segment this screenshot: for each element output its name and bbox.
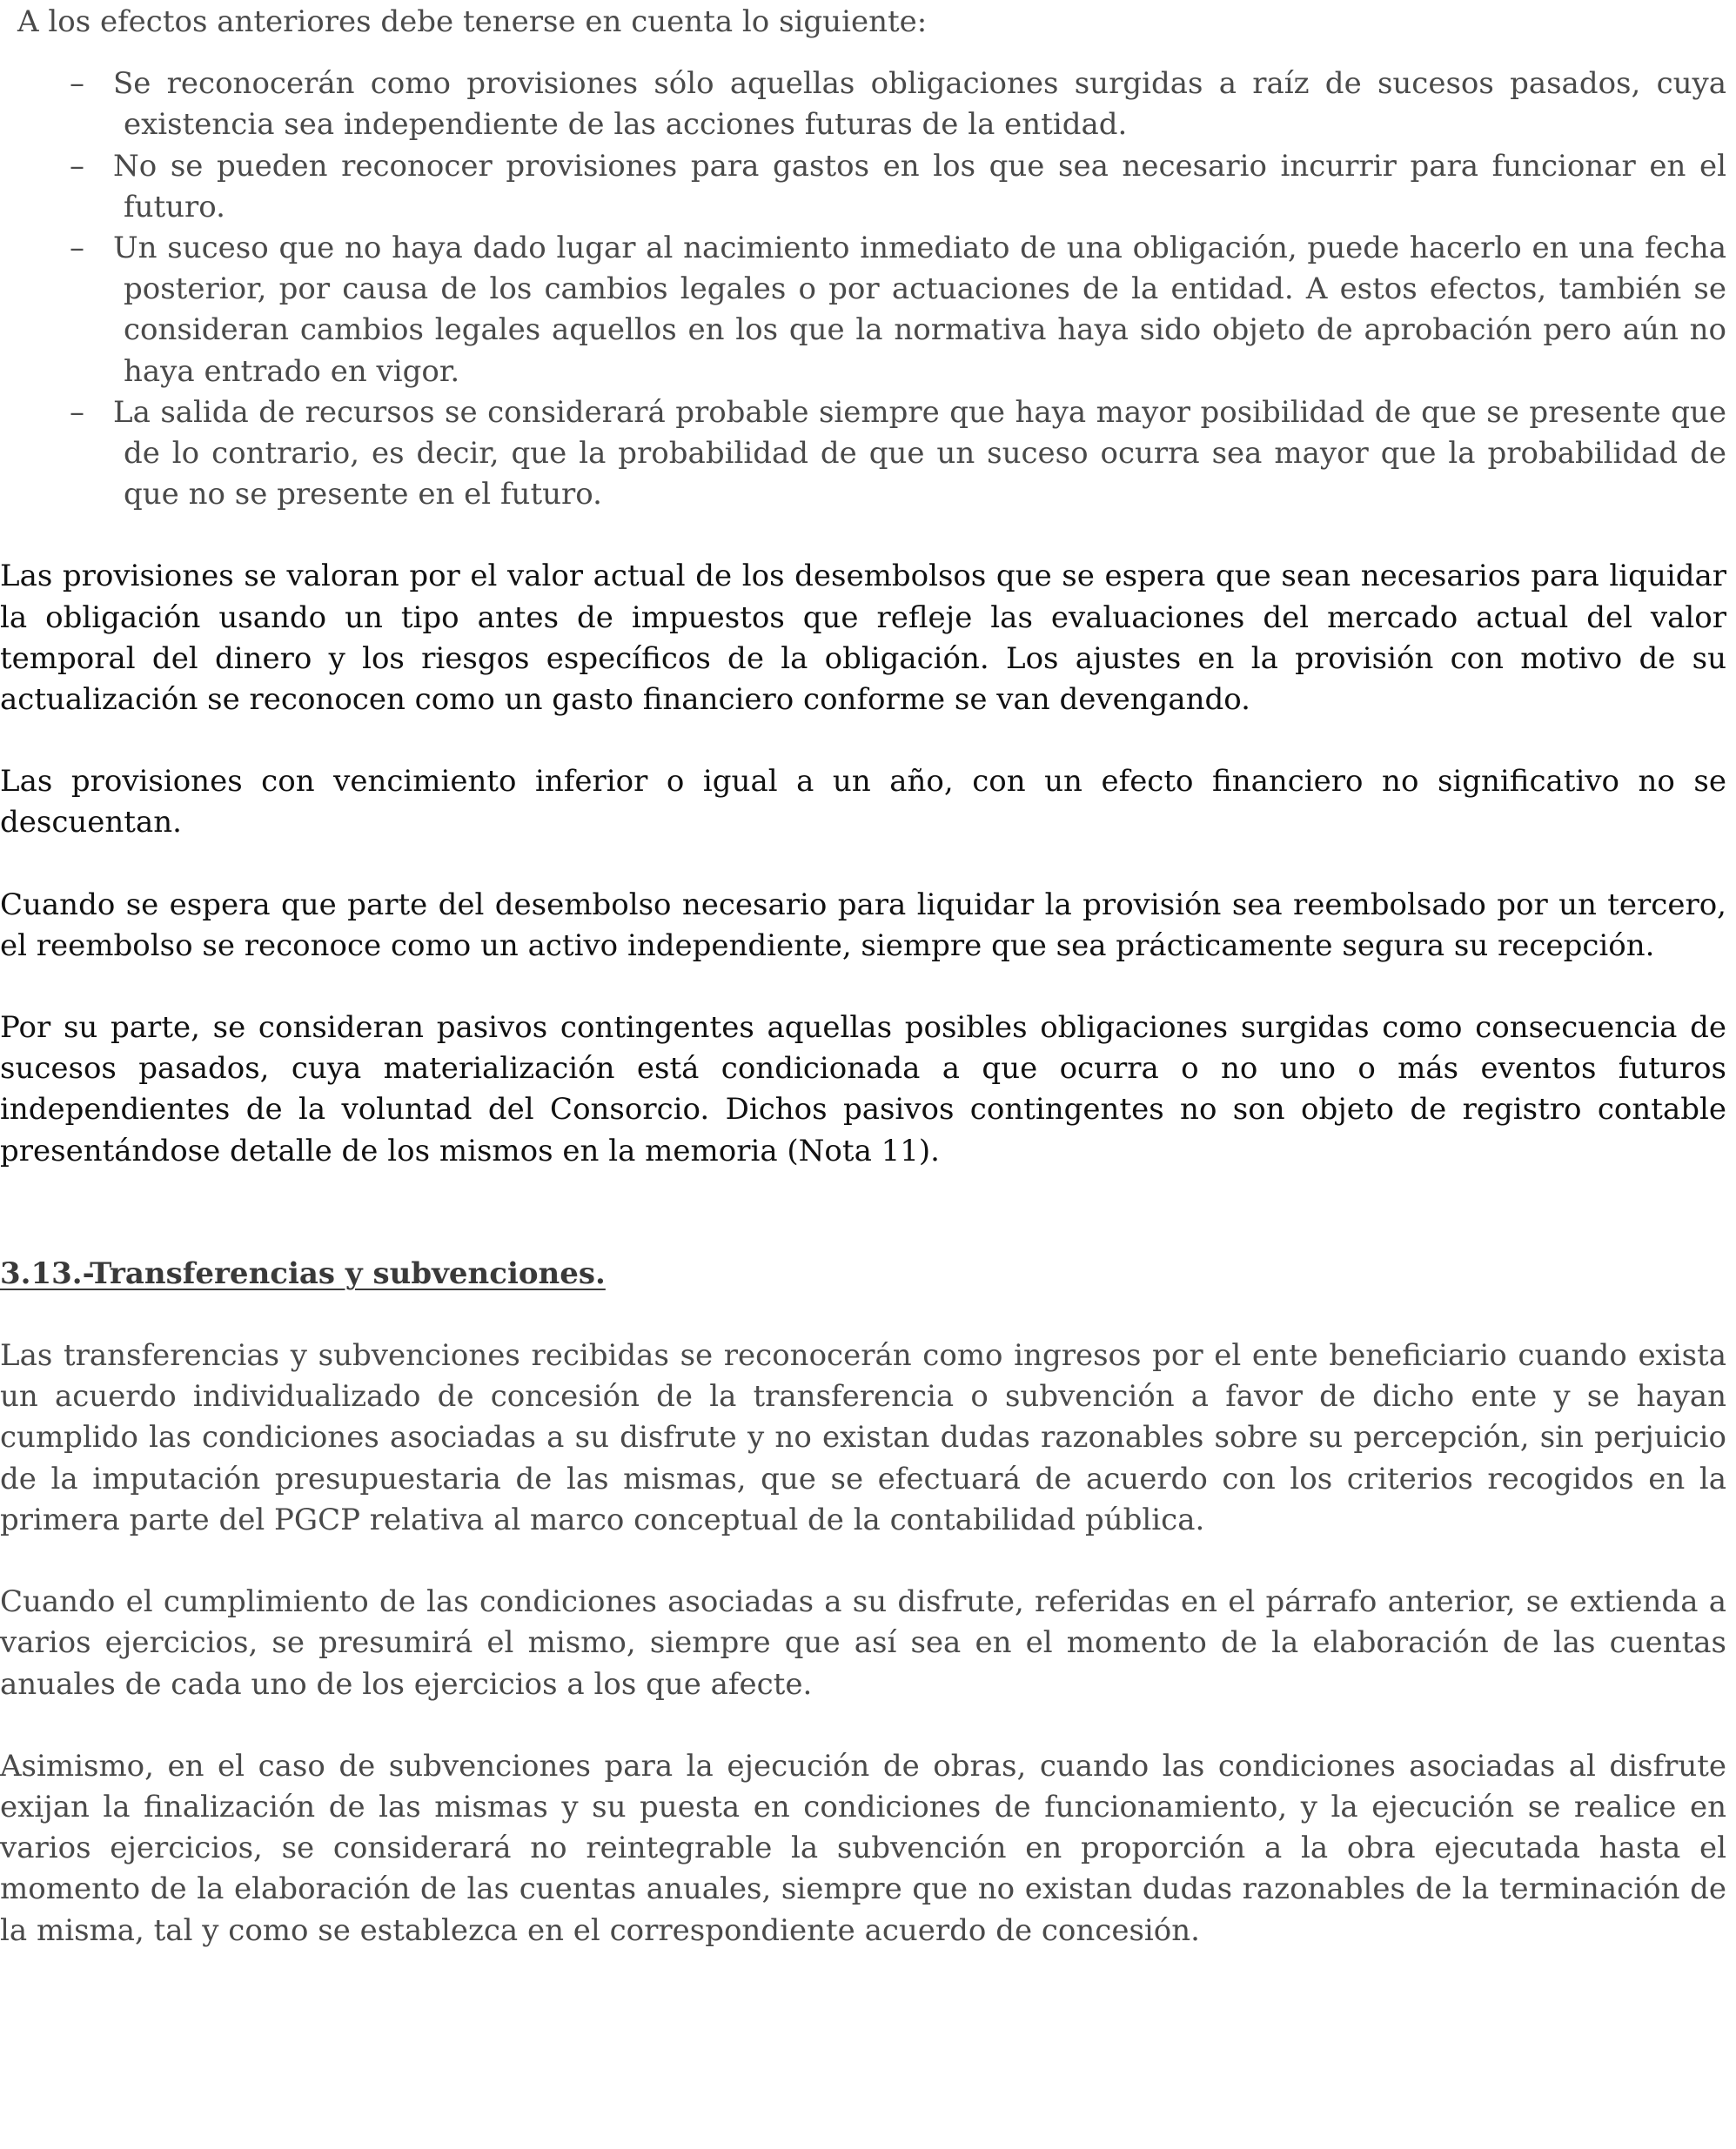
list-item: [0, 146, 1726, 228]
paragraph-works-subsidies: Asimismo, en el caso de subvenciones para la ejecución de obras, cuando las condiciones asociadas al disfrute exijan la finalización de las mismas y su puesta en condiciones de funcionamiento, y la ejecución se realice en varios ejercicios, se considerará no reintegrable la subvención en proporción a la obra ejecutada hasta el momento de la elaboración de las cuentas anuales, siempre que no existan dudas razonables de la terminación de la misma, tal y como se establezca en el correspondiente acuerdo de concesión.: [0, 1748, 1726, 1948]
paragraph-transfers: Las transferencias y subvenciones recibidas se reconocerán como ingresos por el ente beneficiario cuando exista un acuerdo individualizado de concesión de la transferencia o subvención a favor de dicho ente y se hayan cumplido las condiciones asociadas a su disfrute y no existan dudas razonables sobre su percepción, sin perjuicio de la imputación presupuestaria de las mismas, que se efectuará de acuerdo con los criterios recogidos en la primera parte del PGCP relativa al marco conceptual de la contabilidad pública.: [0, 1338, 1726, 1537]
paragraph-short-term: Las provisiones con vencimiento inferior o igual a un año, con un efecto financiero no significativo no se descuentan.: [0, 764, 1726, 840]
paragraph-multi-year: Cuando el cumplimiento de las condiciones asociadas a su disfrute, referidas en el párrafo anterior, se extienda a varios ejercicios, se presumirá el mismo, siempre que así sea en el momento de la elaboración de las cuentas anuales de cada uno de los ejercicios a los que afecte.: [0, 1584, 1726, 1702]
list-item-text: La salida de recursos se considerará probable siempre que haya mayor posibilidad de que se presente que de lo contrario, es decir, que la probabilidad de que un suceso ocurra sea mayor que la probabilidad de que no se presente en el futuro.: [113, 394, 1726, 512]
list-item: [0, 392, 1726, 516]
conditions-list: [0, 64, 1726, 515]
bullet-dash: –: [70, 231, 84, 266]
intro-text: A los efectos anteriores debe tenerse en cuenta lo siguiente:: [17, 4, 928, 39]
list-item: [0, 64, 1726, 145]
bullet-dash: –: [70, 66, 84, 102]
list-item-text: Un suceso que no haya dado lugar al nacimiento inmediato de una obligación, puede hacerlo en una fecha posterior, por causa de los cambios legales o por actuaciones de la entidad. A estos efectos, también se consideran cambios legales aquellos en los que la normativa haya sido objeto de aprobación pero aún no haya entrado en vigor.: [113, 231, 1726, 389]
list-item-text: No se pueden reconocer provisiones para gastos en los que sea necesario incurrir para funcionar en el futuro.: [113, 148, 1726, 224]
bullet-dash: –: [70, 148, 84, 184]
bullet-dash: –: [70, 394, 84, 430]
list-item-text: Se reconocerán como provisiones sólo aquellas obligaciones surgidas a raíz de sucesos pasados, cuya existencia sea independiente de las acciones futuras de la entidad.: [113, 66, 1726, 143]
section-heading: 3.13.-Transferencias y subvenciones.: [0, 1255, 606, 1291]
list-item: [0, 228, 1726, 392]
paragraph-contingent-liabilities: Por su parte, se consideran pasivos contingentes aquellas posibles obligaciones surgidas como consecuencia de sucesos pasados, cuya materialización está condicionada a que ocurra o no uno o más eventos futuros independientes de la voluntad del Consorcio. Dichos pasivos contingentes no son objeto de registro contable presentándose detalle de los mismos en la memoria (Nota 11).: [0, 1010, 1726, 1168]
paragraph-valuation: Las provisiones se valoran por el valor actual de los desembolsos que se espera que sean necesarios para liquidar la obligación usando un tipo antes de impuestos que refleje las evaluaciones del mercado actual del valor temporal del dinero y los riesgos específicos de la obligación. Los ajustes en la provisión con motivo de su actualización se reconocen como un gasto financiero conforme se van devengando.: [0, 559, 1726, 718]
paragraph-reimbursement: Cuando se espera que parte del desembolso necesario para liquidar la provisión sea reembolsado por un tercero, el reembolso se reconoce como un activo independiente, siempre que sea prácticamente segura su recepción.: [0, 887, 1726, 963]
